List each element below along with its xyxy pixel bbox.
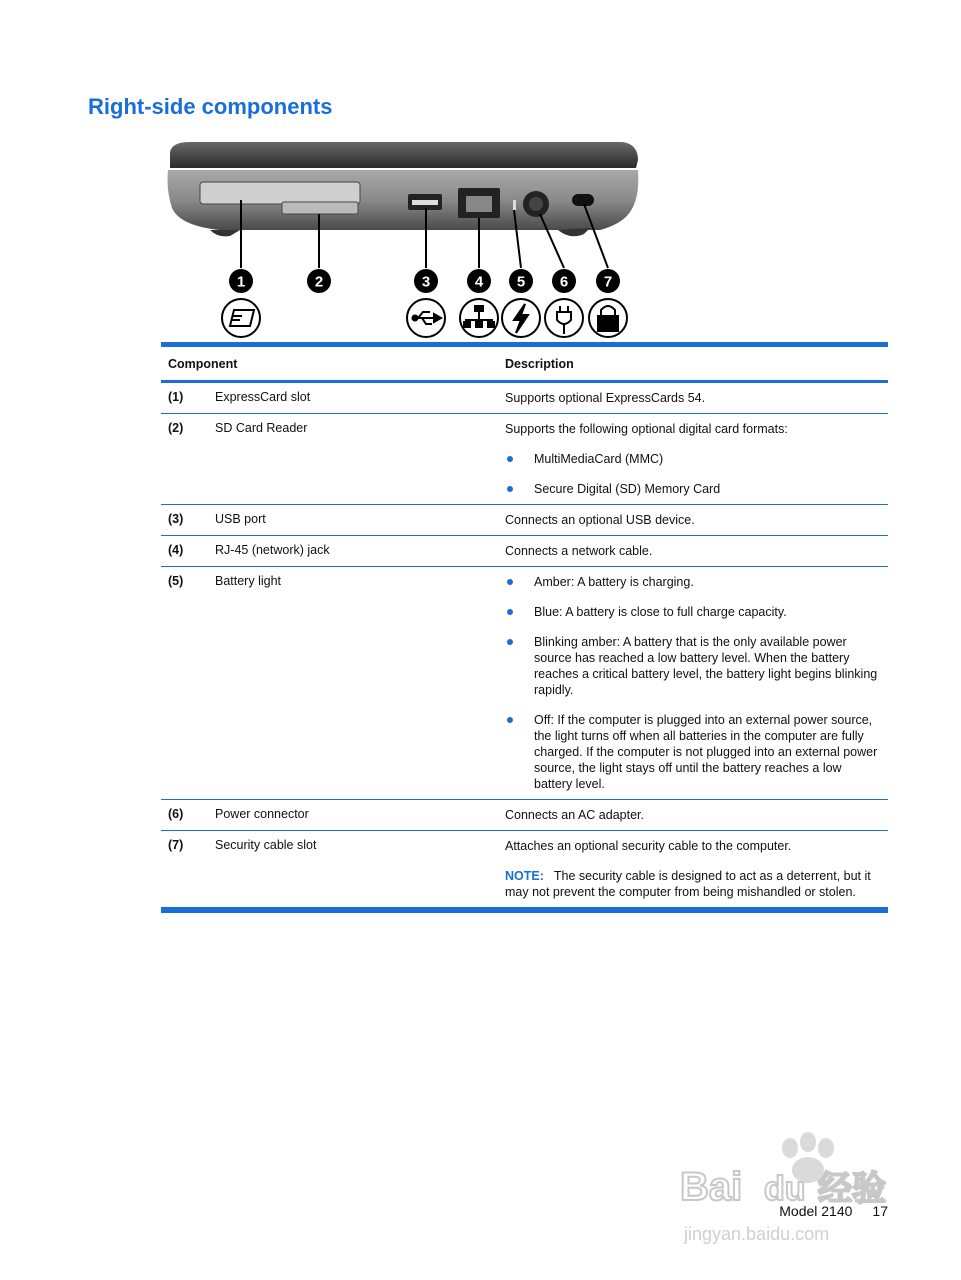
- network-icon: [460, 299, 498, 337]
- table-row: (4) RJ-45 (network) jack Connects a network cable.: [161, 536, 888, 567]
- svg-text:6: 6: [559, 273, 569, 291]
- table-bottom-rule: [161, 908, 888, 913]
- table-row: (6) Power connector Connects an AC adapter.: [161, 800, 888, 831]
- power-plug-icon: [545, 299, 583, 337]
- security-lock-icon: [589, 299, 627, 337]
- column-header-component: Component: [168, 356, 238, 371]
- svg-text:3: 3: [421, 273, 431, 291]
- svg-text:du: du: [764, 1170, 806, 1208]
- table-header: [161, 347, 888, 383]
- list-item: Blue: A battery is close to full charge capacity.: [505, 604, 882, 620]
- note-label: NOTE:: [505, 869, 544, 883]
- svg-text:Bai: Bai: [680, 1165, 743, 1209]
- security-slot: [572, 194, 594, 206]
- table-row: (2) SD Card Reader Supports the following optional digital card formats: MultiMediaCard (MMC) Secure Digital (SD) Memory Card: [161, 414, 888, 505]
- svg-text:5: 5: [516, 273, 526, 291]
- list-item: Secure Digital (SD) Memory Card: [505, 481, 882, 497]
- battery-light: [513, 200, 516, 210]
- svg-text:经验: 经验: [818, 1170, 886, 1208]
- table-row: (5) Battery light Amber: A battery is charging. Blue: A battery is close to full charge capacity. Blinking amber: A battery that is the only available power source has reached a low battery level. When the battery reaches a critical battery level, the battery light begins blinking rapidly. Off: If the computer is plugged into an external power source, the light turns off when all batteries in the computer are fully charged. If the computer is not plugged into an external power source, the light stays off until the battery reaches a low battery level.: [161, 567, 888, 800]
- components-table: [161, 342, 888, 913]
- column-header-description: Description: [505, 356, 574, 371]
- svg-text:7: 7: [603, 273, 613, 291]
- note-text: The security cable is designed to act as a deterrent, but it may not prevent the computer from being mishandled or stolen.: [505, 869, 871, 899]
- footer-model: Model 2140: [779, 1203, 853, 1219]
- svg-text:2: 2: [314, 273, 324, 291]
- page-number: 17: [872, 1203, 888, 1219]
- table-row: (7) Security cable slot Attaches an optional security cable to the computer. NOTE: The security cable is designed to act as a deterrent, but it may not prevent the computer from being mishandled or stolen.: [161, 831, 888, 908]
- battery-light-icon: [502, 299, 540, 337]
- expresscard-icon: [222, 299, 260, 337]
- list-item: Blinking amber: A battery that is the only available power source has reached a low battery level. When the battery reaches a critical battery level, the battery light begins blinking rapidly.: [505, 634, 882, 698]
- usb-icon: [407, 299, 445, 337]
- page-title: Right-side components: [88, 94, 333, 119]
- expresscard-slot: [200, 182, 360, 204]
- laptop-right-side-illustration: [160, 138, 640, 338]
- svg-text:1: 1: [236, 273, 246, 291]
- sd-card-slot: [282, 202, 358, 214]
- list-item: Off: If the computer is plugged into an external power source, the light turns off when all batteries in the computer are fully charged. If the computer is not plugged into an external power source, the light stays off until the battery reaches a low battery level.: [505, 712, 882, 792]
- svg-text:4: 4: [474, 273, 484, 291]
- baidu-watermark: [676, 1130, 906, 1248]
- note: [505, 868, 882, 900]
- list-item: MultiMediaCard (MMC): [505, 451, 882, 467]
- svg-text:jingyan.baidu.com: jingyan.baidu.com: [684, 1224, 830, 1244]
- list-item: Amber: A battery is charging.: [505, 574, 882, 590]
- table-row: (1) ExpressCard slot Supports optional ExpressCards 54.: [161, 383, 888, 414]
- page-footer: [779, 1203, 888, 1219]
- laptop-lid: [170, 142, 638, 168]
- table-row: (3) USB port Connects an optional USB device.: [161, 505, 888, 536]
